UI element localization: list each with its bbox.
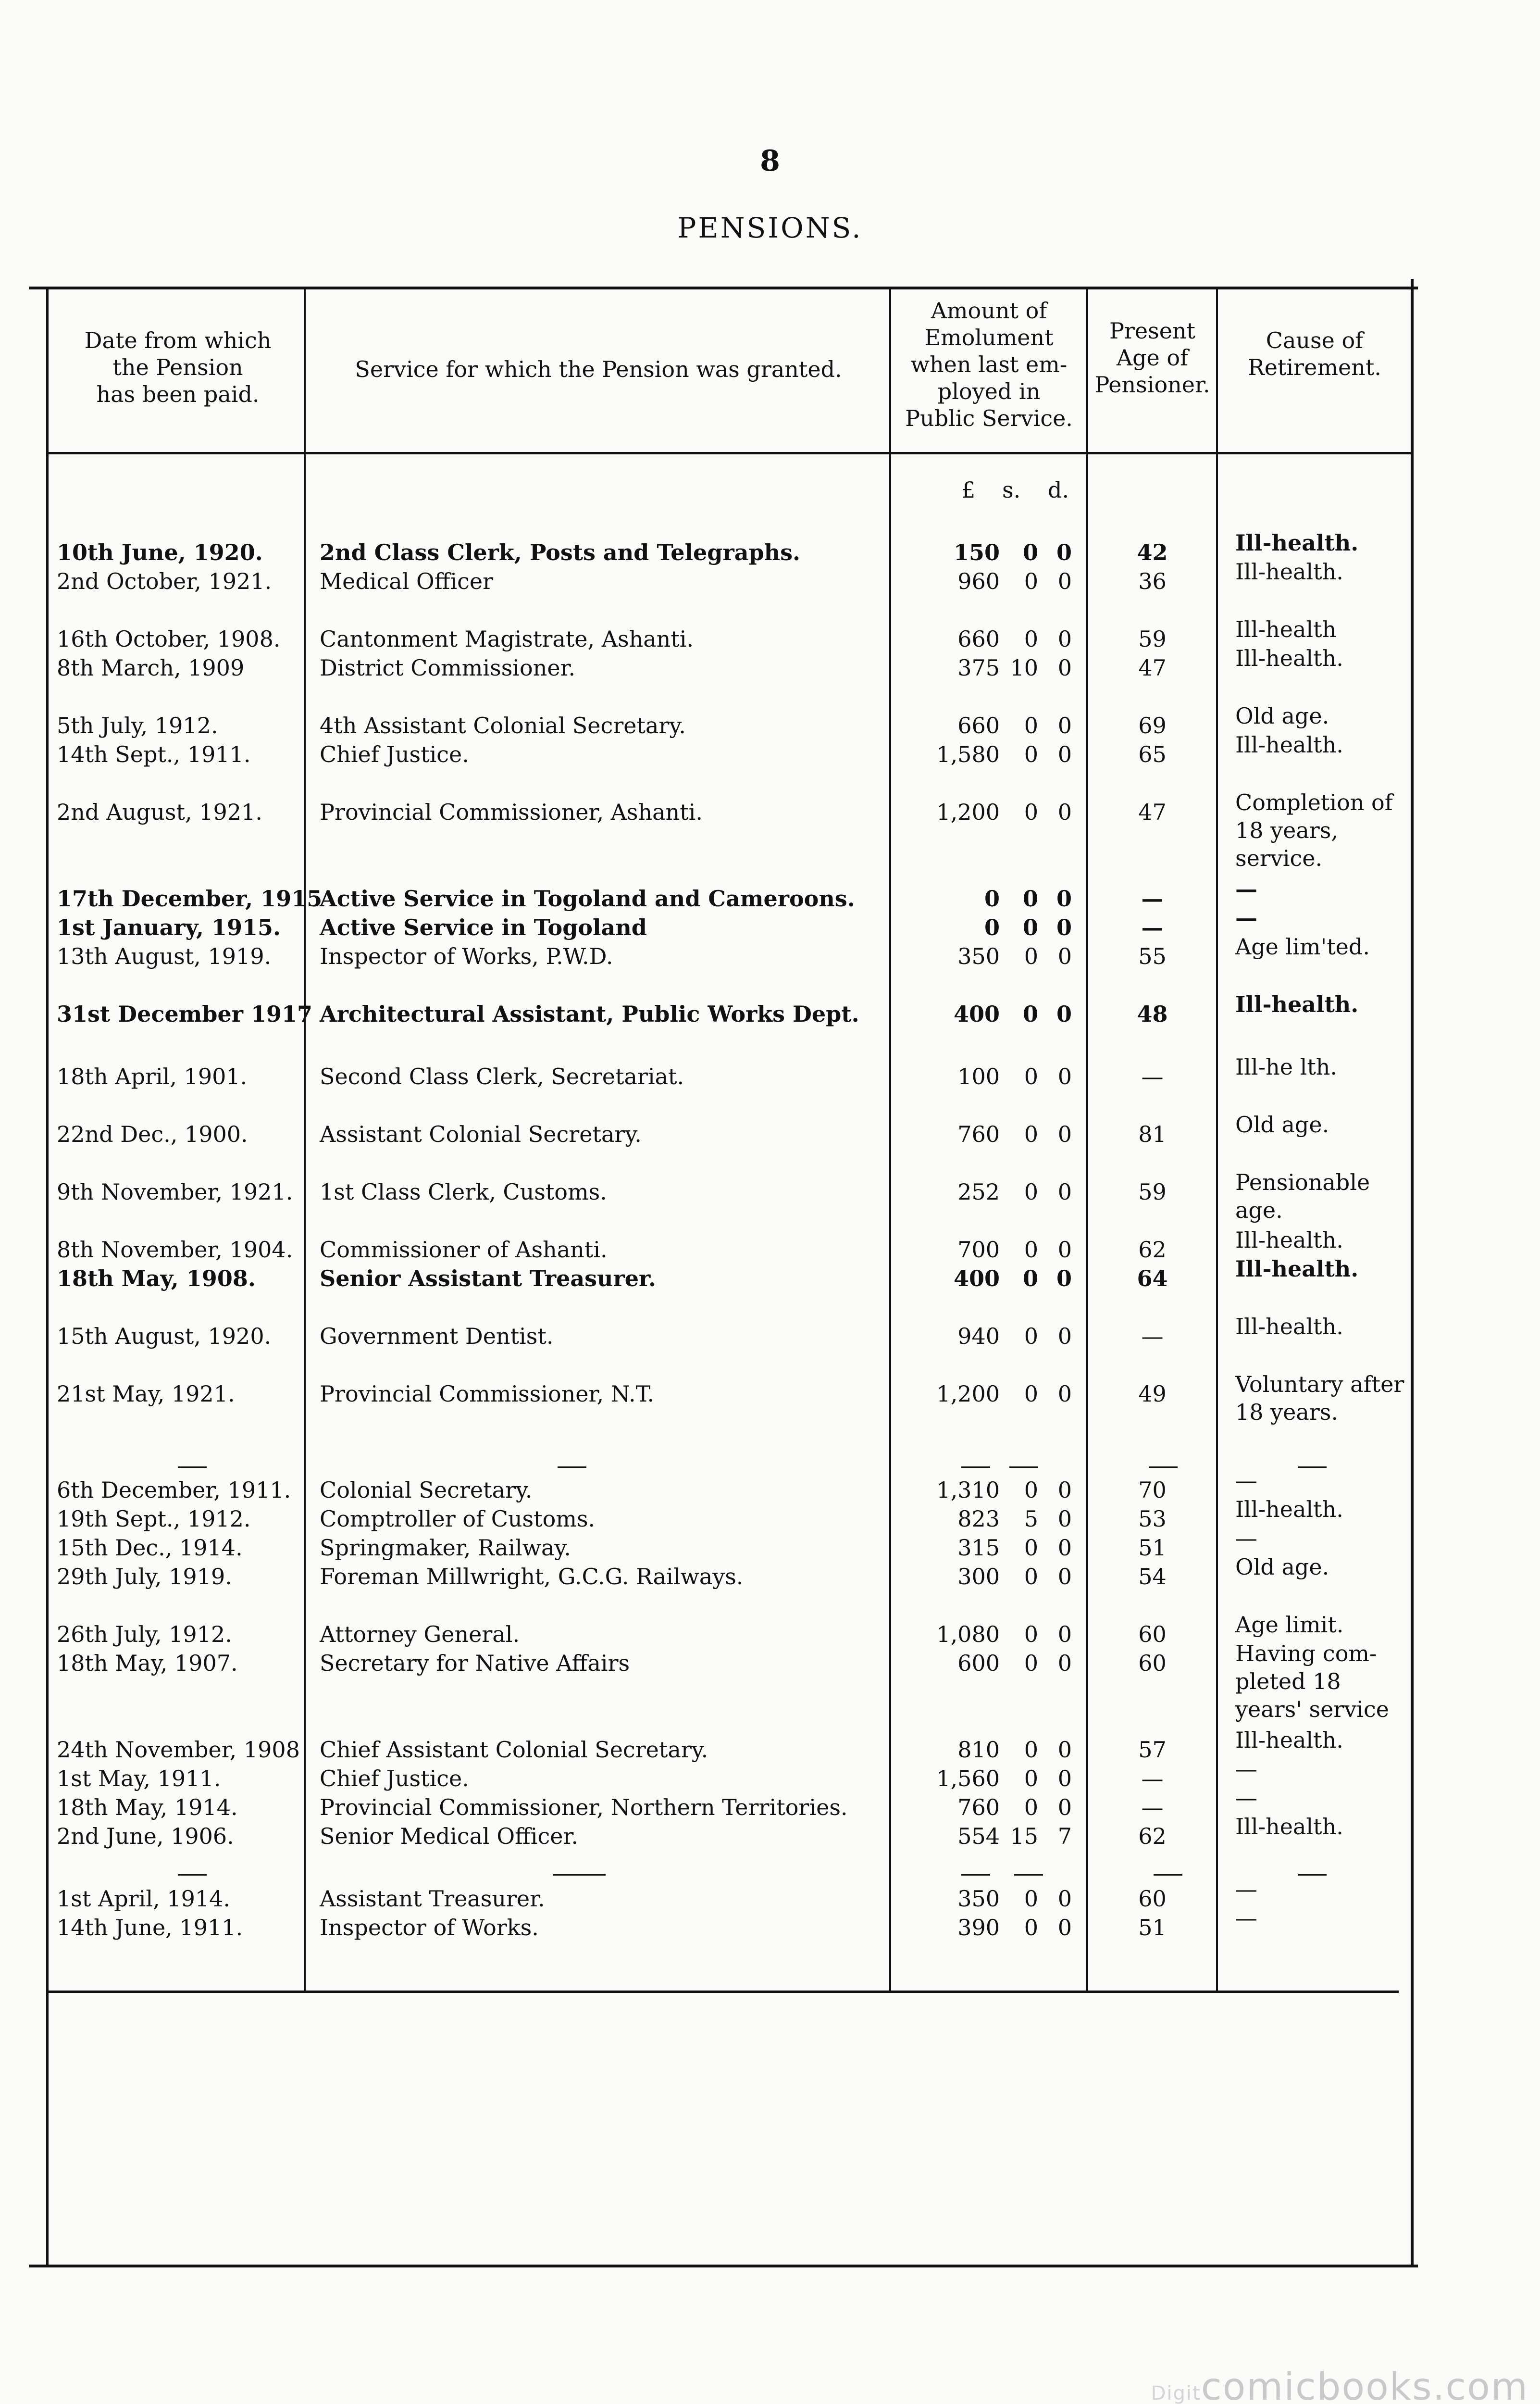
row-pounds: 0: [984, 886, 1000, 912]
row-pence: 0: [1057, 713, 1072, 739]
group-separator: [178, 1466, 207, 1468]
row-cause: service.: [1235, 845, 1323, 871]
row-shillings: 0: [1024, 568, 1038, 594]
page-bottom-rule: [29, 2265, 1418, 2267]
row-age: —: [1141, 1323, 1164, 1349]
row-date: 8th March, 1909: [57, 655, 245, 681]
row-shillings: 0: [1024, 1179, 1038, 1205]
row-age: 55: [1138, 943, 1167, 969]
row-shillings: 0: [1024, 1064, 1038, 1089]
row-cause: 18 years,: [1235, 817, 1339, 843]
row-age: 60: [1138, 1886, 1167, 1912]
row-cause: —: [1235, 1905, 1257, 1931]
row-age: 81: [1138, 1121, 1167, 1147]
row-age: 51: [1138, 1915, 1167, 1941]
row-cause: pleted 18: [1235, 1668, 1341, 1694]
row-pence: 0: [1056, 1265, 1072, 1291]
row-pounds: 150: [953, 539, 1000, 565]
row-pounds: 600: [957, 1650, 1000, 1676]
row-age: —: [1141, 914, 1164, 940]
row-pounds: 1,200: [936, 799, 1000, 825]
row-age: 36: [1138, 568, 1167, 594]
row-shillings: 0: [1022, 539, 1038, 565]
row-pounds: 960: [957, 568, 1000, 594]
row-pounds: 810: [957, 1737, 1000, 1763]
row-date: 8th November, 1904.: [57, 1237, 293, 1263]
row-date: 17th December, 1915: [57, 886, 323, 912]
row-cause: —: [1235, 1467, 1257, 1493]
group-separator: [1149, 1466, 1178, 1468]
row-pounds: 554: [957, 1823, 1000, 1849]
row-date: 19th Sept., 1912.: [57, 1506, 251, 1532]
col-divider-1: [304, 288, 306, 1991]
group-separator: [1298, 1874, 1327, 1876]
header-cause: Cause of Retirement.: [1248, 327, 1381, 380]
row-service: Medical Officer: [320, 568, 494, 594]
row-service: Assistant Colonial Secretary.: [320, 1121, 642, 1147]
row-cause: —: [1235, 1756, 1257, 1782]
row-cause: 18 years.: [1235, 1399, 1339, 1425]
row-date: 18th May, 1907.: [57, 1650, 238, 1676]
row-cause: Ill-health: [1235, 616, 1337, 642]
row-service: Cantonment Magistrate, Ashanti.: [320, 626, 694, 652]
row-pounds: 700: [957, 1237, 1000, 1263]
row-pence: 0: [1057, 1535, 1072, 1561]
row-age: 49: [1138, 1381, 1167, 1407]
group-separator: [1009, 1466, 1038, 1468]
row-pounds: 940: [957, 1323, 1000, 1349]
row-shillings: 0: [1024, 1237, 1038, 1263]
unit-pounds: £: [961, 477, 976, 503]
row-date: 16th October, 1908.: [57, 626, 281, 652]
group-separator: [1154, 1874, 1182, 1876]
row-age: —: [1141, 1064, 1164, 1089]
row-age: 62: [1138, 1237, 1167, 1263]
row-age: 47: [1138, 655, 1167, 681]
row-date: 18th April, 1901.: [57, 1064, 248, 1089]
row-shillings: 0: [1022, 1265, 1038, 1291]
row-age: 65: [1138, 741, 1167, 767]
row-cause: Old age.: [1235, 703, 1329, 729]
row-pounds: 375: [957, 655, 1000, 681]
row-pounds: 660: [957, 713, 1000, 739]
unit-pence: d.: [1048, 477, 1069, 503]
row-date: 2nd October, 1921.: [57, 568, 272, 594]
row-shillings: 0: [1022, 886, 1038, 912]
row-pence: 0: [1057, 1121, 1072, 1147]
row-cause: Ill-health.: [1235, 1814, 1343, 1840]
row-cause: —: [1235, 876, 1257, 902]
row-date: 1st April, 1914.: [57, 1886, 230, 1912]
row-shillings: 15: [1010, 1823, 1038, 1849]
row-pence: 0: [1057, 1794, 1072, 1820]
row-pence: 0: [1057, 1381, 1072, 1407]
group-separator: [558, 1466, 586, 1468]
row-date: 1st January, 1915.: [57, 914, 281, 940]
row-cause: age.: [1235, 1197, 1283, 1223]
row-pounds: 660: [957, 626, 1000, 652]
row-shillings: 0: [1024, 799, 1038, 825]
row-age: 69: [1138, 713, 1167, 739]
header-amount: Amount of Emolument when last em- ployed in Public Service.: [905, 298, 1073, 431]
row-date: 21st May, 1921.: [57, 1381, 235, 1407]
row-pence: 0: [1057, 1621, 1072, 1647]
row-date: 9th November, 1921.: [57, 1179, 293, 1205]
row-pounds: 300: [957, 1564, 1000, 1590]
row-date: 5th July, 1912.: [57, 713, 218, 739]
row-service: Commissioner of Ashanti.: [320, 1237, 608, 1263]
col-divider-4: [1216, 288, 1218, 1991]
row-age: —: [1141, 1794, 1164, 1820]
group-separator: [961, 1874, 990, 1876]
row-age: 54: [1138, 1564, 1167, 1590]
row-pence: 0: [1057, 655, 1072, 681]
group-separator: [961, 1466, 990, 1468]
row-age: 59: [1138, 626, 1167, 652]
row-age: 42: [1137, 539, 1168, 565]
row-pence: 0: [1056, 914, 1072, 940]
row-date: 6th December, 1911.: [57, 1477, 291, 1503]
row-pence: 0: [1057, 1179, 1072, 1205]
row-cause: —: [1235, 1876, 1257, 1902]
row-shillings: 0: [1024, 1535, 1038, 1561]
row-cause: Pensionable: [1235, 1169, 1370, 1195]
row-date: 22nd Dec., 1900.: [57, 1121, 248, 1147]
row-pounds: 760: [957, 1794, 1000, 1820]
table-bottom-rule: [48, 1991, 1399, 1993]
row-shillings: 0: [1024, 1650, 1038, 1676]
row-date: 1st May, 1911.: [57, 1765, 221, 1791]
row-pence: 0: [1057, 1886, 1072, 1912]
row-shillings: 0: [1024, 943, 1038, 969]
row-service: 1st Class Clerk, Customs.: [320, 1179, 607, 1205]
row-cause: Ill-he lth.: [1235, 1054, 1338, 1080]
row-service: Attorney General.: [320, 1621, 520, 1647]
row-pounds: 1,200: [936, 1381, 1000, 1407]
row-age: 59: [1138, 1179, 1167, 1205]
row-pounds: 252: [957, 1179, 1000, 1205]
row-shillings: 0: [1024, 626, 1038, 652]
row-shillings: 0: [1024, 1564, 1038, 1590]
row-shillings: 0: [1024, 1794, 1038, 1820]
row-shillings: 0: [1024, 741, 1038, 767]
row-shillings: 0: [1024, 1886, 1038, 1912]
row-pence: 0: [1057, 1477, 1072, 1503]
row-pence: 0: [1057, 1765, 1072, 1791]
row-date: 29th July, 1919.: [57, 1564, 232, 1590]
row-pounds: 390: [957, 1915, 1000, 1941]
group-separator: [178, 1874, 207, 1876]
row-pence: 0: [1057, 799, 1072, 825]
row-shillings: 0: [1024, 1915, 1038, 1941]
row-service: Architectural Assistant, Public Works Dept.: [320, 1001, 859, 1027]
row-service: Foreman Millwright, G.C.G. Railways.: [320, 1564, 744, 1590]
row-cause: —: [1235, 1525, 1257, 1551]
row-service: Senior Assistant Treasurer.: [320, 1265, 657, 1291]
row-cause: Having com-: [1235, 1640, 1377, 1666]
row-pence: 0: [1057, 1323, 1072, 1349]
group-separator: [1298, 1466, 1327, 1468]
row-cause: Ill-health.: [1235, 559, 1343, 585]
row-service: Comptroller of Customs.: [320, 1506, 596, 1532]
row-shillings: 0: [1024, 1737, 1038, 1763]
row-age: 47: [1138, 799, 1167, 825]
row-date: 24th November, 1908: [57, 1737, 300, 1763]
row-pounds: 0: [984, 914, 1000, 940]
row-cause: Ill-health.: [1235, 530, 1359, 556]
row-shillings: 0: [1024, 1477, 1038, 1503]
row-pounds: 350: [957, 943, 1000, 969]
row-cause: Voluntary after: [1235, 1371, 1404, 1397]
row-pence: 0: [1057, 1915, 1072, 1941]
row-pence: 0: [1056, 539, 1072, 565]
page-number: 8: [760, 144, 780, 178]
row-pounds: 1,310: [936, 1477, 1000, 1503]
row-service: Active Service in Togoland: [320, 914, 647, 940]
row-age: 53: [1138, 1506, 1167, 1532]
row-service: Colonial Secretary.: [320, 1477, 533, 1503]
row-shillings: 0: [1022, 914, 1038, 940]
row-service: Inspector of Works.: [320, 1915, 539, 1941]
row-pounds: 400: [953, 1265, 1000, 1291]
row-pence: 0: [1056, 1001, 1072, 1027]
page-title: PENSIONS.: [677, 212, 863, 244]
row-date: 15th Dec., 1914.: [57, 1535, 243, 1561]
row-pence: 0: [1056, 886, 1072, 912]
table-left-border: [46, 287, 49, 2266]
row-age: —: [1141, 886, 1164, 912]
row-cause: Ill-health.: [1235, 1256, 1359, 1282]
row-date: 18th May, 1914.: [57, 1794, 238, 1820]
row-pounds: 400: [953, 1001, 1000, 1027]
group-separator: [1014, 1874, 1043, 1876]
row-cause: Ill-health.: [1235, 645, 1343, 671]
row-date: 10th June, 1920.: [57, 539, 263, 565]
row-pounds: 1,580: [936, 741, 1000, 767]
row-date: 26th July, 1912.: [57, 1621, 232, 1647]
row-service: Provincial Commissioner, Northern Territories.: [320, 1794, 848, 1820]
row-pence: 0: [1057, 1650, 1072, 1676]
row-date: 31st December 1917: [57, 1001, 312, 1027]
row-pounds: 100: [957, 1064, 1000, 1089]
row-service: Chief Assistant Colonial Secretary.: [320, 1737, 708, 1763]
row-age: 60: [1138, 1650, 1167, 1676]
row-pence: 0: [1057, 568, 1072, 594]
row-date: 2nd August, 1921.: [57, 799, 262, 825]
row-service: Senior Medical Officer.: [320, 1823, 579, 1849]
row-cause: Old age.: [1235, 1112, 1329, 1138]
row-shillings: 0: [1024, 1323, 1038, 1349]
row-shillings: 0: [1024, 1381, 1038, 1407]
row-service: 2nd Class Clerk, Posts and Telegraphs.: [320, 539, 801, 565]
unit-shillings: s.: [1002, 477, 1021, 503]
row-date: 15th August, 1920.: [57, 1323, 272, 1349]
row-pence: 0: [1057, 741, 1072, 767]
watermark-logo: Digitcomicbooks.com: [1151, 2366, 1528, 2404]
row-service: Active Service in Togoland and Cameroons.: [320, 886, 855, 912]
row-age: 48: [1137, 1001, 1168, 1027]
group-separator: [553, 1874, 606, 1876]
row-date: 18th May, 1908.: [57, 1265, 256, 1291]
row-date: 14th June, 1911.: [57, 1915, 243, 1941]
row-service: Chief Justice.: [320, 741, 469, 767]
row-shillings: 0: [1024, 1621, 1038, 1647]
table-right-border: [1411, 279, 1414, 2266]
row-cause: Ill-health.: [1235, 991, 1359, 1017]
row-service: Chief Justice.: [320, 1765, 469, 1791]
row-pence: 0: [1057, 1237, 1072, 1263]
row-cause: Old age.: [1235, 1554, 1329, 1580]
row-pence: 0: [1057, 1564, 1072, 1590]
row-date: 2nd June, 1906.: [57, 1823, 234, 1849]
row-shillings: 0: [1022, 1001, 1038, 1027]
row-cause: —: [1235, 1785, 1257, 1811]
row-shillings: 5: [1024, 1506, 1038, 1532]
header-date: Date from which the Pension has been paid.: [84, 327, 272, 407]
row-pence: 0: [1057, 1064, 1072, 1089]
row-pence: 0: [1057, 1506, 1072, 1532]
row-cause: Age lim'ted.: [1235, 934, 1370, 960]
row-cause: Ill-health.: [1235, 1314, 1343, 1340]
row-cause: Ill-health.: [1235, 1496, 1343, 1522]
row-age: 51: [1138, 1535, 1167, 1561]
row-date: 14th Sept., 1911.: [57, 741, 251, 767]
row-service: Government Dentist.: [320, 1323, 554, 1349]
row-pounds: 760: [957, 1121, 1000, 1147]
row-service: Secretary for Native Affairs: [320, 1650, 630, 1676]
row-pence: 0: [1057, 943, 1072, 969]
row-pounds: 1,560: [936, 1765, 1000, 1791]
row-cause: Age limit.: [1235, 1612, 1344, 1638]
table-header-rule: [48, 452, 1411, 454]
row-pounds: 315: [957, 1535, 1000, 1561]
row-cause: Ill-health.: [1235, 732, 1343, 758]
row-cause: Ill-health.: [1235, 1727, 1343, 1753]
row-age: —: [1141, 1765, 1164, 1791]
row-age: 64: [1137, 1265, 1168, 1291]
row-service: Springmaker, Railway.: [320, 1535, 571, 1561]
row-pounds: 823: [957, 1506, 1000, 1532]
row-shillings: 0: [1024, 1121, 1038, 1147]
row-pence: 7: [1057, 1823, 1072, 1849]
row-shillings: 0: [1024, 1765, 1038, 1791]
table-top-rule: [29, 287, 1418, 289]
row-service: Provincial Commissioner, N.T.: [320, 1381, 655, 1407]
row-age: 62: [1138, 1823, 1167, 1849]
header-service: Service for which the Pension was granted.: [355, 356, 842, 382]
row-cause: Ill-health.: [1235, 1227, 1343, 1253]
row-date: 13th August, 1919.: [57, 943, 272, 969]
row-pence: 0: [1057, 626, 1072, 652]
row-shillings: 0: [1024, 713, 1038, 739]
row-cause: years' service: [1235, 1696, 1390, 1722]
row-shillings: 10: [1010, 655, 1038, 681]
row-service: Assistant Treasurer.: [320, 1886, 545, 1912]
row-pence: 0: [1057, 1737, 1072, 1763]
row-age: 60: [1138, 1621, 1167, 1647]
row-age: 57: [1138, 1737, 1167, 1763]
row-pounds: 1,080: [936, 1621, 1000, 1647]
row-cause: Completion of: [1235, 789, 1393, 815]
row-cause: —: [1235, 905, 1257, 931]
row-service: Inspector of Works, P.W.D.: [320, 943, 613, 969]
col-divider-2: [889, 288, 891, 1991]
col-divider-3: [1086, 288, 1088, 1991]
row-service: 4th Assistant Colonial Secretary.: [320, 713, 686, 739]
row-pounds: 350: [957, 1886, 1000, 1912]
header-age: Present Age of Pensioner.: [1094, 318, 1210, 398]
row-service: District Commissioner.: [320, 655, 576, 681]
row-age: 70: [1138, 1477, 1167, 1503]
row-service: Second Class Clerk, Secretariat.: [320, 1064, 684, 1089]
row-service: Provincial Commissioner, Ashanti.: [320, 799, 703, 825]
